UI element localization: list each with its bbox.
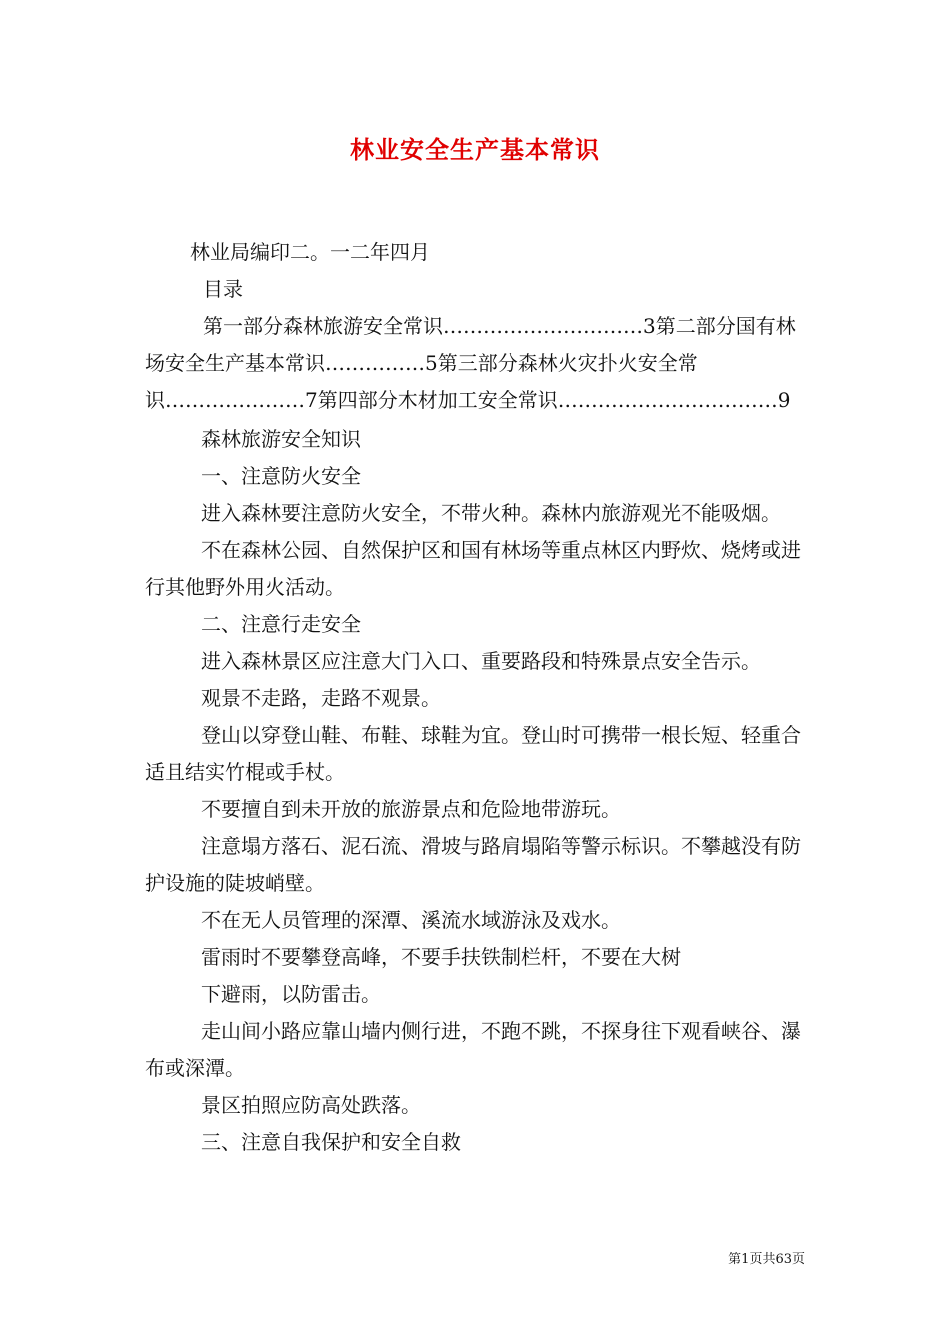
document-title: 林业安全生产基本常识	[350, 135, 600, 164]
paragraph: 不在森林公园、自然保护区和国有林场等重点林区内野炊、烧烤或进行其他野外用火活动。	[145, 538, 801, 599]
paragraph: 观景不走路，走路不观景。	[201, 686, 441, 710]
toc-entries: 第一部分森林旅游安全常识…………………………3第二部分国有林场安全生产基本常识……………5第三部分森林火灾扑火安全常识…………………7第四部分木材加工安全常识……………………………9	[145, 314, 796, 412]
paragraph: 进入森林景区应注意大门入口、重要路段和特殊景点安全告示。	[201, 649, 761, 673]
subsection-heading: 一、注意防火安全	[201, 464, 361, 488]
page-number: 第1页共63页	[728, 1252, 805, 1267]
toc-heading: 目录	[203, 277, 243, 301]
paragraph: 下避雨，以防雷击。	[201, 982, 381, 1006]
subsection-heading: 二、注意行走安全	[201, 612, 361, 636]
paragraph: 注意塌方落石、泥石流、滑坡与路肩塌陷等警示标识。不攀越没有防护设施的陡坡峭壁。	[145, 834, 801, 895]
subsection-heading: 三、注意自我保护和安全自救	[201, 1130, 461, 1154]
document-body	[145, 234, 810, 1161]
paragraph: 进入森林要注意防火安全，不带火种。森林内旅游观光不能吸烟。	[201, 501, 781, 525]
paragraph: 景区拍照应防高处跌落。	[201, 1093, 421, 1117]
paragraph: 雷雨时不要攀登高峰，不要手扶铁制栏杆，不要在大树	[201, 945, 681, 969]
paragraph: 登山以穿登山鞋、布鞋、球鞋为宜。登山时可携带一根长短、轻重合适且结实竹棍或手杖。	[145, 723, 801, 784]
paragraph: 不要擅自到未开放的旅游景点和危险地带游玩。	[201, 797, 621, 821]
publisher-line: 林业局编印二。一二年四月	[190, 240, 430, 264]
section-heading: 森林旅游安全知识	[201, 427, 361, 451]
paragraph: 走山间小路应靠山墙内侧行进，不跑不跳，不探身往下观看峡谷、瀑布或深潭。	[145, 1019, 801, 1080]
paragraph: 不在无人员管理的深潭、溪流水域游泳及戏水。	[201, 908, 621, 932]
